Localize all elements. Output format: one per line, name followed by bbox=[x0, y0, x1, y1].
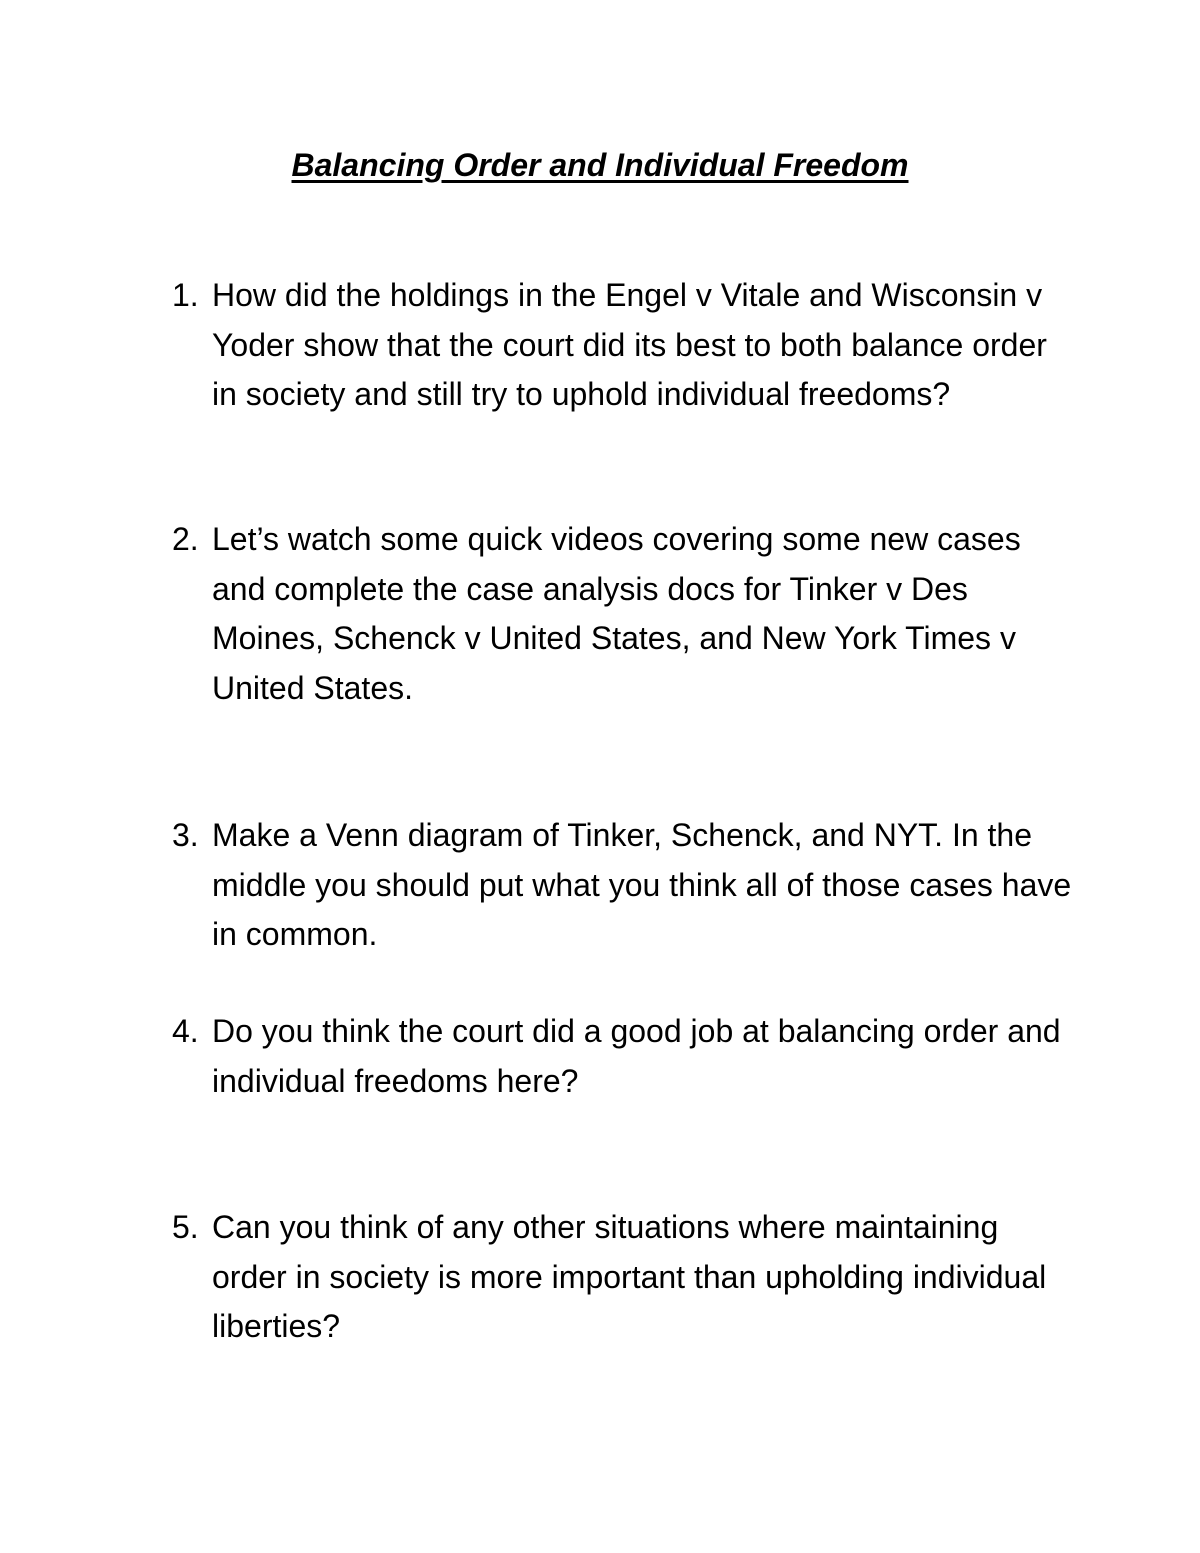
question-number: 5. bbox=[172, 1209, 199, 1245]
question-5 bbox=[172, 1203, 1072, 1352]
question-number: 4. bbox=[172, 1013, 199, 1049]
question-number: 3. bbox=[172, 817, 199, 853]
question-text: Can you think of any other situations where maintaining order in society is more important than upholding individual liberties? bbox=[212, 1209, 1047, 1344]
question-number: 2. bbox=[172, 521, 199, 557]
question-1 bbox=[172, 271, 1072, 420]
question-3 bbox=[172, 811, 1072, 960]
question-2 bbox=[172, 515, 1072, 713]
question-text: Do you think the court did a good job at balancing order and individual freedoms here? bbox=[212, 1013, 1061, 1099]
question-4 bbox=[172, 1007, 1072, 1106]
question-number: 1. bbox=[172, 277, 199, 313]
question-text: Make a Venn diagram of Tinker, Schenck, and NYT. In the middle you should put what you think all of those cases have in common. bbox=[212, 817, 1072, 952]
question-text: Let’s watch some quick videos covering some new cases and complete the case analysis docs for Tinker v Des Moines, Schenck v United States, and New York Times v United States. bbox=[212, 521, 1021, 706]
question-text: How did the holdings in the Engel v Vitale and Wisconsin v Yoder show that the court did its best to both balance order in society and still try to uphold individual freedoms? bbox=[212, 277, 1047, 412]
document-title: Balancing Order and Individual Freedom bbox=[291, 147, 909, 183]
